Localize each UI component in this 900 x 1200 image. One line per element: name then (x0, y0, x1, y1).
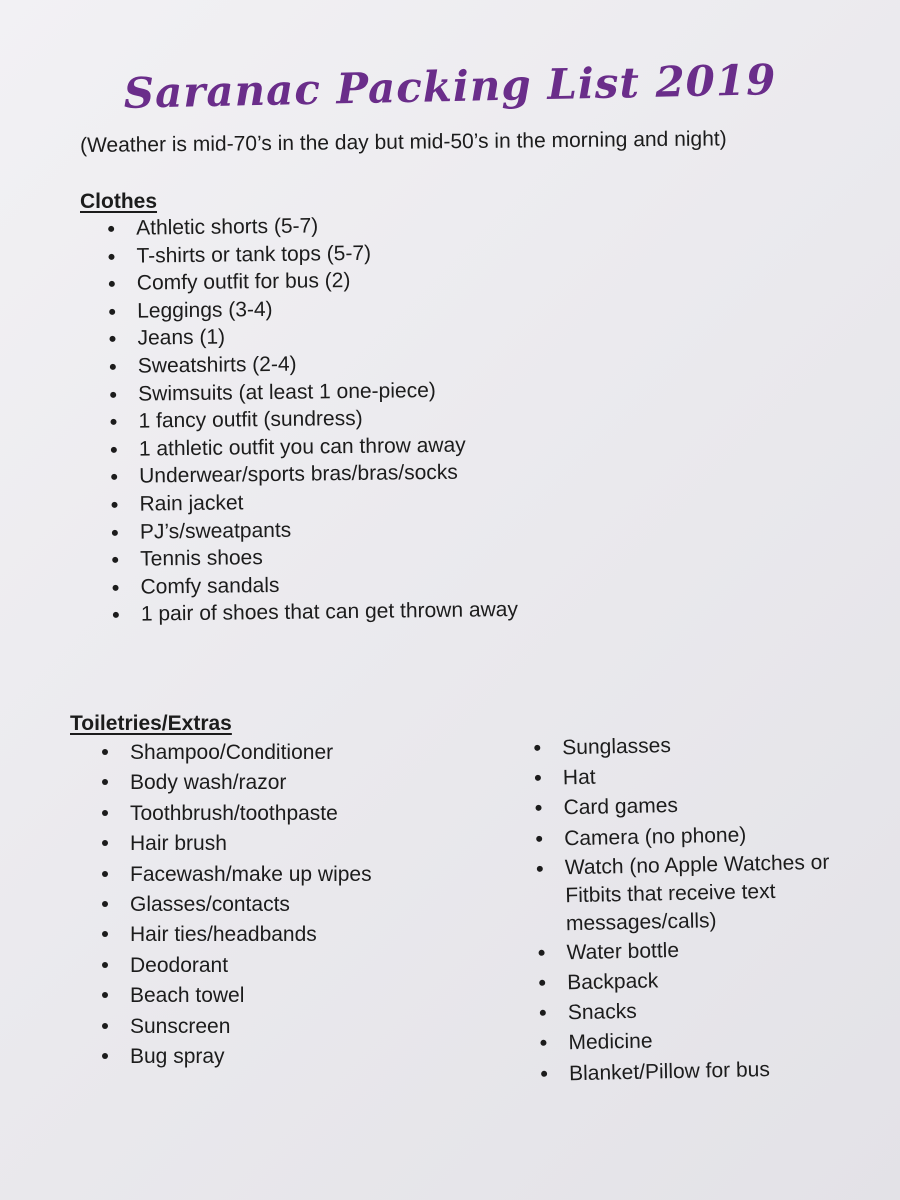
toiletries-item: Toothbrush/toothpaste (98, 799, 372, 829)
toiletries-item: Hair ties/headbands (98, 920, 372, 950)
toiletries-list (98, 738, 372, 1072)
extras-list (530, 727, 889, 1090)
clothes-item: 1 fancy outfit (sundress) (106, 403, 515, 436)
clothes-item: Underwear/sports bras/bras/socks (107, 458, 516, 491)
page-title: Saranac Packing List 2019 (123, 55, 777, 118)
clothes-item: Swimsuits (at least 1 one-piece) (106, 376, 515, 409)
extras-item: Water bottle (534, 931, 887, 969)
clothes-item: Leggings (3-4) (105, 293, 514, 326)
toiletries-item: Facewash/make up wipes (98, 860, 372, 890)
clothes-item: Jeans (1) (105, 320, 514, 353)
extras-item: Blanket/Pillow for bus (537, 1052, 890, 1090)
extras-item: Backpack (535, 962, 888, 1000)
extras-item: Snacks (536, 992, 889, 1030)
toiletries-item: Glasses/contacts (98, 890, 372, 920)
clothes-item: 1 pair of shoes that can get thrown away (109, 596, 518, 629)
toiletries-item: Beach towel (98, 981, 372, 1011)
toiletries-item: Deodorant (98, 951, 372, 981)
clothes-list (104, 210, 518, 629)
toiletries-item: Shampoo/Conditioner (98, 738, 372, 768)
clothes-item: Comfy outfit for bus (2) (105, 265, 514, 298)
extras-item: Card games (531, 787, 884, 825)
clothes-item: Tennis shoes (108, 541, 517, 574)
extras-item: Sunglasses (530, 727, 883, 765)
toiletries-item: Bug spray (98, 1042, 372, 1072)
toiletries-item: Hair brush (98, 829, 372, 859)
clothes-item: 1 athletic outfit you can throw away (107, 431, 516, 464)
extras-item: Hat (531, 757, 884, 795)
toiletries-item: Sunscreen (98, 1012, 372, 1042)
toiletries-heading: Toiletries/Extras (70, 712, 232, 735)
extras-item: Medicine (536, 1022, 889, 1060)
clothes-item: T-shirts or tank tops (5-7) (104, 238, 513, 271)
clothes-item: Comfy sandals (108, 569, 517, 602)
extras-item: Camera (no phone) (532, 817, 885, 855)
clothes-heading: Clothes (80, 190, 158, 213)
toiletries-item: Body wash/razor (98, 768, 372, 798)
clothes-item: Rain jacket (107, 486, 516, 519)
extras-item: Watch (no Apple Watches or Fitbits that receive text messages/calls) (533, 847, 887, 938)
clothes-item: Sweatshirts (2-4) (106, 348, 515, 381)
clothes-item: PJ’s/sweatpants (108, 514, 517, 547)
weather-note: (Weather is mid-70’s in the day but mid-50’s in the morning and night) (79, 127, 727, 158)
clothes-item: Athletic shorts (5-7) (104, 210, 513, 243)
